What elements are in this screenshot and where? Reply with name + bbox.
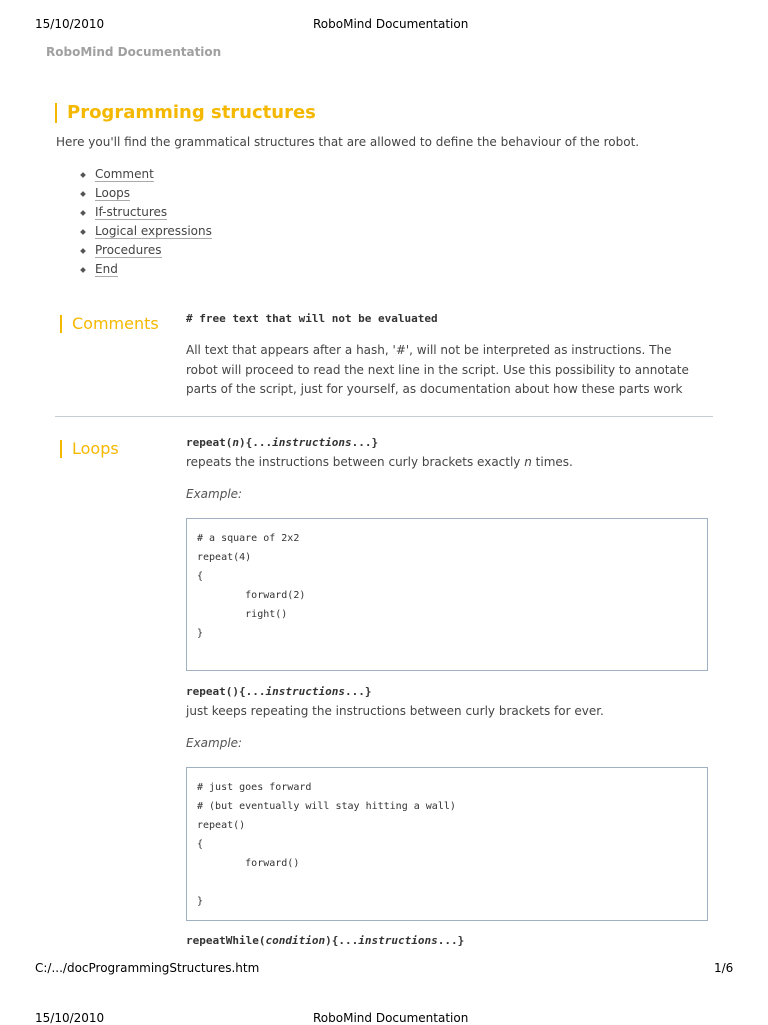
table-of-contents: [80, 165, 212, 279]
print-title: RoboMind Documentation: [313, 17, 469, 31]
code-example-forward: [186, 767, 708, 921]
toc-item-comment[interactable]: [80, 165, 212, 184]
print-date: 15/10/2010: [35, 1011, 105, 1025]
code-line: [197, 873, 697, 892]
code-example-square: [186, 518, 708, 671]
toc-item-end[interactable]: [80, 260, 212, 279]
code-line: }: [197, 628, 204, 639]
repeat-n-description: repeats the instructions between curly brackets exactly n times.: [186, 455, 573, 469]
code-line: # a square of 2x2: [197, 533, 300, 544]
toc-link[interactable]: If-structures: [95, 205, 168, 219]
code-line: repeat(4): [197, 552, 252, 563]
comments-heading: Comments: [60, 315, 159, 333]
comment-description: All text that appears after a hash, '#', will not be interpreted as instructions. The robot will proceed to read the next line in the script. Use this possibility to annotate parts of the script, just for yourself, as documentation about how these parts work: [186, 343, 689, 396]
print-date: 15/10/2010: [35, 17, 105, 31]
page-title: Programming structures: [55, 103, 316, 123]
intro-text: Here you'll find the grammatical structures that are allowed to define the behaviour of the robot.: [56, 135, 640, 149]
print-page-number: 1/6: [714, 961, 734, 975]
site-title: RoboMind Documentation: [46, 45, 222, 59]
toc-item-loops[interactable]: [80, 184, 212, 203]
code-line: forward(): [197, 858, 300, 869]
repeat-while-signature: repeatWhile(condition){...instructions...}: [186, 934, 465, 947]
code-line: repeat(): [197, 820, 246, 831]
toc-link[interactable]: End: [95, 262, 118, 276]
code-line: right(): [197, 609, 288, 620]
print-path: C:/.../docProgrammingStructures.htm: [35, 961, 260, 975]
example-label: Example:: [186, 487, 243, 501]
comment-signature: # free text that will not be evaluated: [186, 312, 438, 325]
code-line: # just goes forward: [197, 782, 312, 793]
repeat-forever-signature: repeat(){...instructions...}: [186, 685, 372, 698]
code-line: # (but eventually will stay hitting a wall): [197, 801, 456, 812]
print-title: RoboMind Documentation: [313, 1011, 469, 1025]
toc-item-logical-expressions[interactable]: [80, 222, 212, 241]
section-divider: [55, 416, 713, 417]
code-line: {: [197, 839, 204, 850]
toc-item-if-structures[interactable]: [80, 203, 212, 222]
loops-heading: Loops: [60, 440, 119, 458]
repeat-forever-description: just keeps repeating the instructions between curly brackets for ever.: [186, 704, 604, 718]
toc-link[interactable]: Loops: [95, 186, 131, 200]
code-line: {: [197, 571, 204, 582]
toc-link[interactable]: Procedures: [95, 243, 162, 257]
toc-link[interactable]: Logical expressions: [95, 224, 212, 238]
repeat-n-signature: repeat(n){...instructions...}: [186, 436, 379, 449]
code-line: }: [197, 896, 204, 907]
toc-link[interactable]: Comment: [95, 167, 154, 181]
code-line: forward(2): [197, 590, 306, 601]
toc-item-procedures[interactable]: [80, 241, 212, 260]
example-label: Example:: [186, 736, 243, 750]
